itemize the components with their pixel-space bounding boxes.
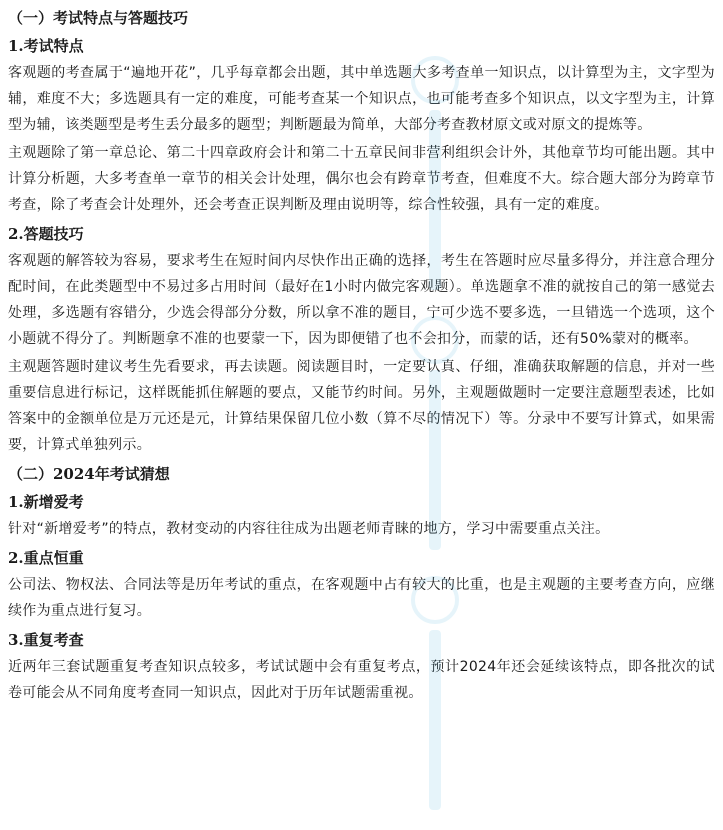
paragraph-subjective-tips: 主观题答题时建议考生先看要求，再去读题。阅读题目时，一定要认真、仔细，准确获取解题的信息，并对一些重要信息进行标记，这样既能抓住解题的要点，又能节约时间。另外，主观题做题时一定要注意题型表述，比如答案中的金额单位是万元还是元，计算结果保留几位小数（算不尽的情况下）等。分录中不要写计算式，如果需要，计算式单独列示。: [8, 359, 715, 453]
subheading-repeated-topics: 3.重复考查: [8, 631, 84, 649]
paragraph-new-content: 针对“新增爱考”的特点，教材变动的内容往往成为出题老师青睐的地方，学习中需要重点关注。: [8, 521, 610, 537]
section-heading-exam-features: （一）考试特点与答题技巧: [8, 9, 189, 27]
paragraph-objective-questions: 客观题的考查属于“遍地开花”，几乎每章都会出题，其中单选题大多考查单一知识点，以计算型为主，文字型为辅，难度不大；多选题具有一定的难度，可能考查某一个知识点，也可能考查多个知识点，以文字型为主，计算型为辅，该类题型是考生丢分最多的题型；判断题最为简单，大部分考查教材原文或对原文的提炼等。: [8, 65, 715, 133]
subheading-exam-features: 1.考试特点: [8, 37, 84, 55]
subheading-new-content: 1.新增爱考: [8, 493, 84, 511]
section-heading-2024-predictions: （二）2024年考试猜想: [8, 465, 170, 483]
paragraph-repeated-topics: 近两年三套试题重复考查知识点较多，考试试题中会有重复考点，预计2024年还会延续该特点，即各批次的试卷可能会从不同角度考查同一知识点，因此对于历年试题需重视。: [8, 659, 715, 701]
subheading-key-points: 2.重点恒重: [8, 549, 84, 567]
paragraph-key-points: 公司法、物权法、合同法等是历年考试的重点，在客观题中占有较大的比重，也是主观题的主要考查方向，应继续作为重点进行复习。: [8, 577, 715, 619]
paragraph-subjective-questions: 主观题除了第一章总论、第二十四章政府会计和第二十五章民间非营利组织会计外，其他章节均可能出题。其中计算分析题，大多考查单一章节的相关会计处理，偶尔也会有跨章节考查，但难度不大。综合题大部分为跨章节考查，除了考查会计处理外，还会考查正误判断及理由说明等，综合性较强，具有一定的难度。: [8, 145, 715, 213]
paragraph-objective-tips: 客观题的解答较为容易，要求考生在短时间内尽快作出正确的选择，考生在答题时应尽量多得分，并注意合理分配时间，在此类题型中不易过多占用时间（最好在1小时内做完客观题）。单选题拿不准的就按自己的第一感觉去处理，多选题有容错分，少选会得部分分数，所以拿不准的题目，宁可少选不要多选，一旦错选一个选项，这个小题就不得分了。判断题拿不准的也要蒙一下，因为即便错了也不会扣分，而蒙的话，还有50%蒙对的概率。: [8, 253, 715, 347]
subheading-answer-tips: 2.答题技巧: [8, 225, 84, 243]
